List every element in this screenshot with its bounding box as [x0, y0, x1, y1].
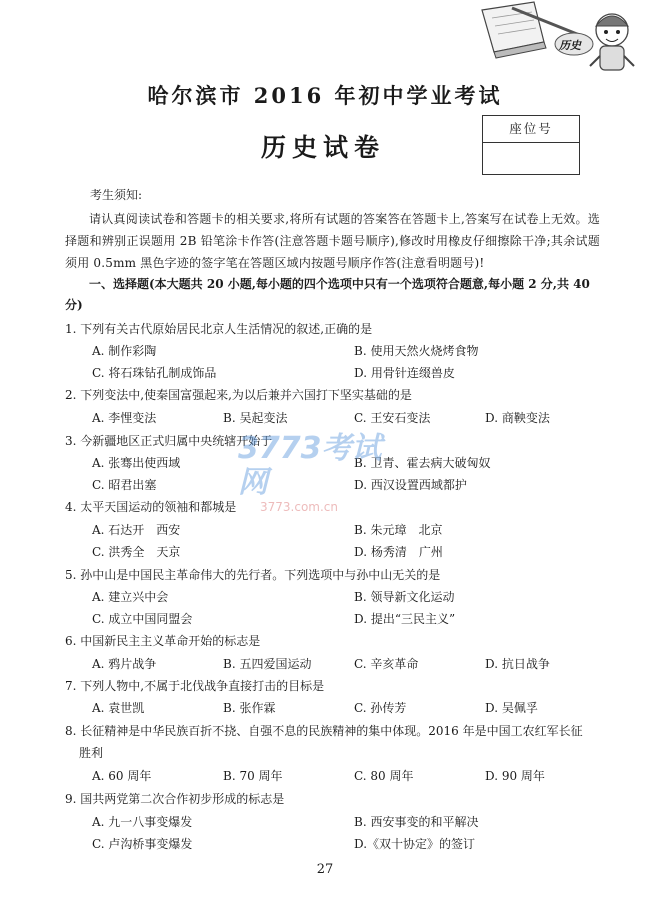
watermark-main: 3773考试网: [238, 431, 382, 500]
question-stem: 3. 今新疆地区正式归属中央统辖开始于: [65, 434, 273, 448]
paper-subtitle: 历史试卷: [260, 133, 385, 162]
option-c: C. 80 周年: [354, 769, 414, 783]
option-a: A. 袁世凯: [92, 701, 145, 715]
question: [65, 386, 605, 405]
option-b: B. 领导新文化运动: [354, 590, 455, 604]
option-c: C. 辛亥革命: [354, 657, 419, 671]
option-a: A. 张骞出使西域: [92, 456, 181, 470]
option-d: D. 抗日战争: [485, 657, 550, 671]
question: [65, 632, 605, 651]
option-a: A. 鸦片战争: [92, 657, 157, 671]
option-b: B. 西安事变的和平解决: [354, 815, 479, 829]
option-a: A. 制作彩陶: [92, 344, 157, 358]
question-stem: 7. 下列人物中,不属于北伐战争直接打击的目标是: [65, 679, 325, 693]
option-d: D. 杨秀清 广州: [354, 545, 443, 559]
option-d: D. 吴佩孚: [485, 701, 538, 715]
option-d: D. 商鞅变法: [485, 411, 550, 425]
option-b: B. 卫青、霍去病大破匈奴: [354, 456, 491, 470]
seat-number-box: [482, 115, 580, 175]
notice-heading: 考生须知:: [90, 188, 143, 202]
option-b: B. 五四爱国运动: [223, 657, 312, 671]
page-number: 27: [316, 862, 334, 877]
option-c: C. 昭君出塞: [92, 478, 157, 492]
option-c: C. 卢沟桥事变爆发: [92, 837, 193, 851]
option-b: B. 使用天然火烧烤食物: [354, 344, 479, 358]
seat-number-label: 座位号: [483, 116, 579, 143]
option-a: A. 九一八事变爆发: [92, 815, 193, 829]
question: [65, 498, 605, 517]
question-stem: 5. 孙中山是中国民主革命伟大的先行者。下列选项中与孙中山无关的是: [65, 568, 441, 582]
question: [65, 722, 605, 763]
option-b: B. 吴起变法: [223, 411, 288, 425]
option-d: D. 西汉设置西域都护: [354, 478, 467, 492]
option-b: B. 朱元璋 北京: [354, 523, 443, 537]
book-cartoon-icon: [472, 0, 642, 80]
option-a: A. 李悝变法: [92, 411, 157, 425]
question-stem-continued: 胜利: [79, 746, 104, 760]
option-b: B. 张作霖: [223, 701, 276, 715]
option-d: D. 90 周年: [485, 769, 545, 783]
option-c: C. 孙传芳: [354, 701, 407, 715]
option-c: C. 洪秀全 天京: [92, 545, 181, 559]
question: [65, 432, 605, 451]
question-stem: 1. 下列有关古代原始居民北京人生活情况的叙述,正确的是: [65, 322, 373, 336]
option-a: A. 石达开 西安: [92, 523, 181, 537]
exam-title: 哈尔滨市 2016 年初中学业考试: [147, 83, 503, 108]
option-c: C. 成立中国同盟会: [92, 612, 193, 626]
watermark-url: 3773.com.cn: [260, 500, 338, 514]
question-stem: 4. 太平天国运动的领袖和都城是: [65, 500, 237, 514]
corner-illustration: [472, 0, 642, 80]
section-heading: 一、选择题(本大题共 20 小题,每小题的四个选项中只有一个选项符合题意,每小题 2 分,共 40 分): [65, 277, 590, 312]
option-d: D.《双十协定》的签订: [354, 837, 476, 851]
question: [65, 320, 605, 339]
option-b: B. 70 周年: [223, 769, 283, 783]
subject-label: 历史: [559, 39, 581, 52]
option-d: D. 提出“三民主义”: [354, 612, 456, 626]
question-stem: 6. 中国新民主主义革命开始的标志是: [65, 634, 261, 648]
question: [65, 790, 605, 809]
question: [65, 566, 605, 585]
option-a: A. 建立兴中会: [92, 590, 169, 604]
option-c: C. 王安石变法: [354, 411, 431, 425]
option-a: A. 60 周年: [92, 769, 152, 783]
question-stem: 9. 国共两党第二次合作初步形成的标志是: [65, 792, 285, 806]
option-c: C. 将石珠钻孔制成饰品: [92, 366, 217, 380]
question-stem: 2. 下列变法中,使秦国富强起来,为以后兼并六国打下坚实基础的是: [65, 388, 412, 402]
notice-body: 请认真阅读试卷和答题卡的相关要求,将所有试题的答案答在答题卡上,答案写在试卷上无效。选择题和辨别正误题用 2B 铅笔涂卡作答(注意答题卡题号顺序),修改时用橡皮仔细擦除干净;其余试题须用 0.5mm 黑色字迹的签字笔在答题区域内按题号顺序作答(注意看明题号)!: [65, 212, 600, 270]
option-d: D. 用骨针连缀兽皮: [354, 366, 455, 380]
question-stem: 8. 长征精神是中华民族百折不挠、自强不息的民族精神的集中体现。2016 年是中国工农红军长征: [65, 724, 583, 738]
question: [65, 677, 605, 696]
